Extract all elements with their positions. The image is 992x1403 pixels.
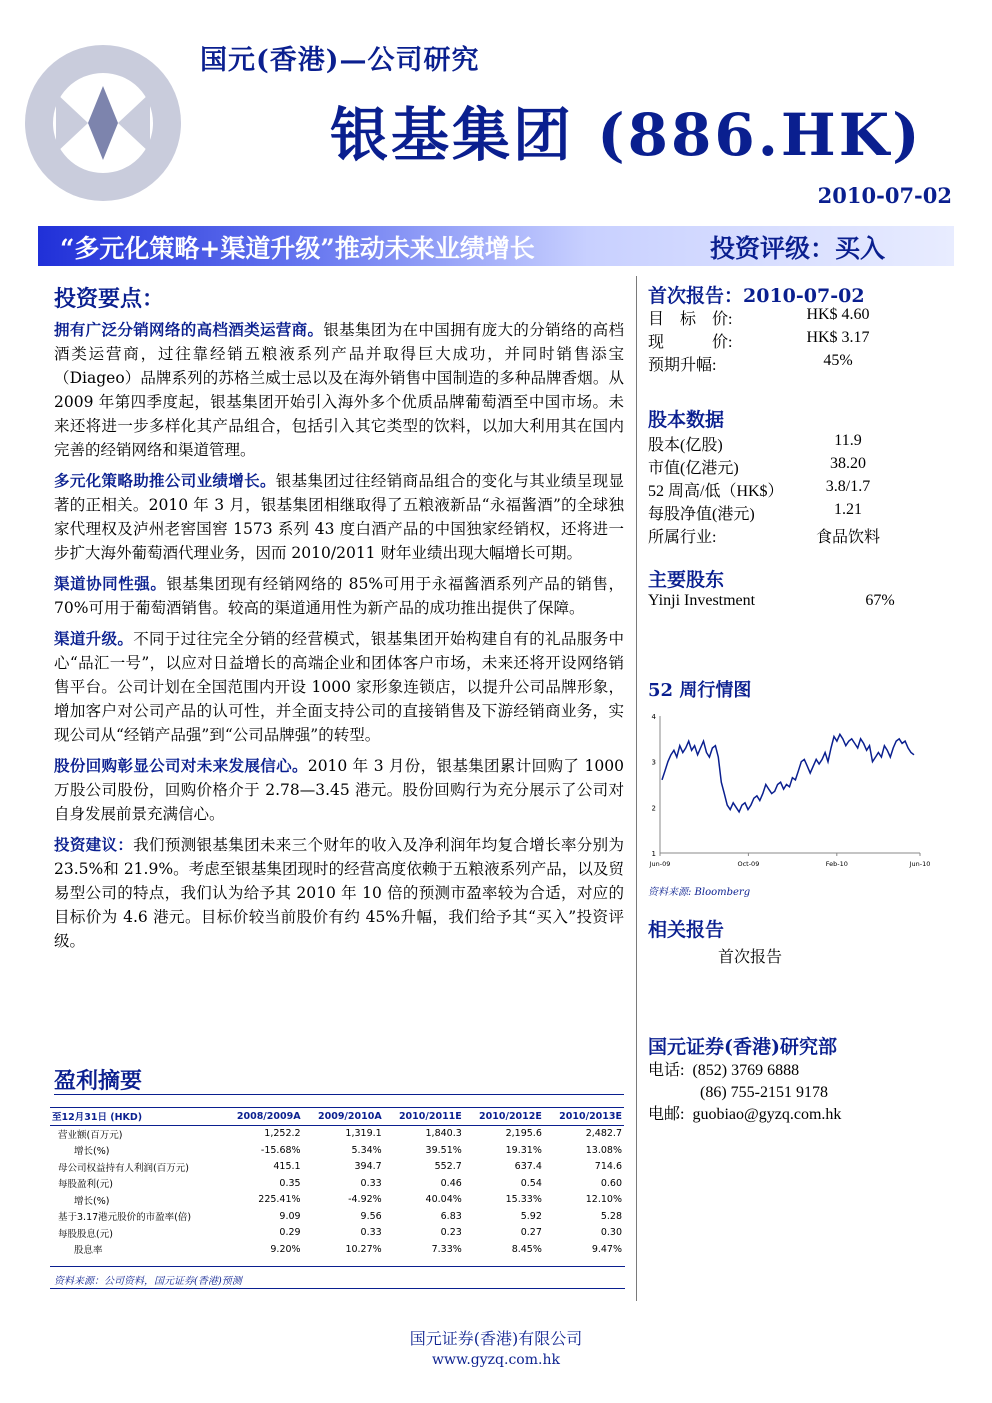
table-cell: 2,195.6: [505, 1128, 542, 1140]
share-data-title: 股本数据: [648, 409, 725, 431]
footer-url[interactable]: www.gyzq.com.hk: [432, 1352, 560, 1368]
kv-value: 45%: [823, 352, 853, 369]
highlight-paragraph: [54, 469, 624, 565]
table-cell: 每股股息(元): [58, 1228, 113, 1240]
table-cell: 0.60: [600, 1177, 622, 1189]
highlight-lead: 拥有广泛分销网络的高档酒类运营商。: [54, 320, 324, 339]
table-cell: 0.23: [440, 1227, 462, 1239]
headline: “多元化策略+渠道升级”推动未来业绩增长: [60, 234, 535, 263]
y-tick-label: 4: [651, 713, 656, 721]
email[interactable]: guobiao@gyzq.com.hk: [692, 1106, 842, 1123]
x-tick-label: Oct-09: [737, 860, 760, 868]
table-cell: -4.92%: [348, 1194, 382, 1206]
table-cell: 9.20%: [270, 1243, 301, 1255]
highlight-paragraph: [54, 318, 624, 462]
y-tick-label: 2: [651, 804, 656, 813]
table-cell: 股息率: [74, 1245, 103, 1257]
table-cell: 39.51%: [425, 1144, 462, 1156]
table-cell: 15.33%: [505, 1194, 542, 1206]
kv-label: 每股净值(港元): [648, 506, 755, 523]
table-cell: -15.68%: [260, 1144, 301, 1156]
highlight-text: 我们预测银基集团未来三个财年的收入及净利润年均复合增长率分别为 23.5%和 21.9%。考虑至银基集团现时的经营高度依赖于五粮液系列产品，以及贸易型公司的特点，我们认为给予其 2010 年 10 倍的预测市盈率较为合适，对应的目标价为 4.6 港元。目标价较当前股价有约 45%升幅，我们给予其“买入”投资评级。: [54, 836, 624, 950]
price-chart: [648, 708, 948, 878]
table-cell: 增长(%): [74, 1146, 110, 1158]
shareholders-block: [648, 592, 948, 615]
table-cell: 每股盈利(元): [58, 1179, 113, 1191]
highlight-text: 银基集团过往经销商品组合的变化与其业绩呈现显著的正相关。2010 年 3 月，银基集团相继取得了五粮液新品“永福酱酒”的全球独家代理权及泸州老窖国窖 1573 系列 43 度白酒产品的中国独家经销权，还将进一步扩大海外葡萄酒代理业务，因而 2010/2011 财年业绩出现大幅增长可期。: [54, 472, 624, 562]
highlight-lead: 渠道升级。: [54, 629, 134, 648]
table-cell: 5.34%: [351, 1144, 382, 1156]
kv-row: [648, 329, 948, 352]
table-cell: 9.56: [360, 1210, 382, 1222]
table-cell: 9.09: [279, 1210, 301, 1222]
table-cell: 10.27%: [345, 1243, 382, 1255]
table-header-cell: 2010/2013E: [544, 1108, 624, 1126]
table-cell: 225.41%: [258, 1194, 301, 1206]
kv-row: [648, 592, 948, 615]
x-tick-label: Jun-09: [649, 860, 671, 868]
table-cell: 营业额(百万元): [58, 1129, 123, 1141]
kv-label: 现 价:: [648, 334, 733, 351]
table-row: [50, 1142, 624, 1159]
kv-value: 11.9: [834, 432, 862, 449]
profit-table-wrap: [50, 1107, 624, 1258]
profit-table: [50, 1107, 624, 1258]
x-tick-label: Feb-10: [825, 860, 848, 868]
profit-source: 资料来源：公司资料，国元证券(香港)预测: [54, 1276, 242, 1287]
research-title: 国元证券(香港)研究部: [648, 1036, 837, 1058]
table-cell: 637.4: [514, 1161, 542, 1173]
table-cell: 1,252.2: [264, 1128, 301, 1140]
profit-title-rule: [54, 1094, 624, 1095]
kv-value: 3.8/1.7: [825, 478, 871, 495]
table-header-cell: 2009/2010A: [303, 1108, 384, 1126]
table-cell: 8.45%: [511, 1243, 542, 1255]
kv-value: 67%: [865, 592, 895, 609]
profit-title: 盈利摘要: [54, 1068, 143, 1094]
report-date: 2010-07-02: [817, 183, 952, 208]
table-cell: 0.30: [600, 1227, 622, 1239]
table-row: [50, 1225, 624, 1242]
table-row: [50, 1125, 624, 1142]
highlight-text: 银基集团现有经销网络的 85%可用于永福酱酒系列产品的销售，70%可用于葡萄酒销售。较高的渠道通用性为新产品的成功推出提供了保障。: [54, 575, 624, 617]
first-report-title: 首次报告：2010-07-02: [648, 285, 865, 307]
highlight-paragraph: [54, 754, 624, 826]
table-cell: 12.10%: [585, 1194, 622, 1206]
share-data-block: [648, 432, 948, 547]
phone-1: (852) 3769 6888: [692, 1062, 800, 1079]
table-header-cell: 2008/2009A: [221, 1108, 302, 1126]
kv-row: [648, 524, 948, 547]
table-cell: 基于3.17港元股价的市盈率(倍): [58, 1212, 192, 1224]
table-cell: 增长(%): [74, 1195, 110, 1207]
price-series-line: [662, 734, 914, 812]
table-cell: 552.7: [434, 1161, 462, 1173]
shareholders-title: 主要股东: [648, 569, 725, 591]
table-cell: 19.31%: [505, 1144, 542, 1156]
table-cell: 394.7: [354, 1161, 382, 1173]
table-cell: 0.46: [440, 1177, 462, 1189]
x-tick-label: Jun-10: [909, 860, 931, 868]
chart-source: 资料来源: Bloomberg: [648, 887, 751, 898]
table-cell: 2,482.7: [585, 1128, 622, 1140]
report-type: 国元(香港)—公司研究: [200, 45, 480, 76]
kv-value: 食品饮料: [815, 529, 880, 546]
table-cell: 5.28: [600, 1210, 622, 1222]
table-header-row: [50, 1108, 624, 1126]
company-title: 银基集团 (886.HK): [330, 101, 923, 169]
table-row: [50, 1175, 624, 1192]
phone-2: (86) 755-2151 9178: [700, 1084, 828, 1101]
table-cell: 714.6: [594, 1161, 622, 1173]
table-cell: 5.92: [520, 1210, 542, 1222]
investment-rating: 投资评级：买入: [710, 234, 886, 263]
highlight-paragraph: [54, 833, 624, 953]
profit-source-rule: [50, 1288, 625, 1289]
kv-value: 38.20: [830, 455, 866, 472]
related-item: 首次报告: [718, 947, 783, 966]
kv-label: 所属行业:: [648, 529, 717, 546]
table-header-cell: 至12月31日 (HKD): [50, 1108, 221, 1126]
kv-label: 股本(亿股): [648, 437, 723, 454]
price-block: [648, 306, 948, 375]
kv-row: [648, 478, 948, 501]
highlight-lead: 股份回购彰显公司对未来发展信心。: [54, 756, 308, 775]
kv-row: [648, 501, 948, 524]
highlight-text: 2010 年 3 月份，银基集团累计回购了 1000 万股公司股份，回购价格介于 2.78—3.45 港元。股份回购行为充分展示了公司对自身发展前景充满信心。: [54, 757, 624, 823]
table-cell: 0.35: [279, 1177, 301, 1189]
highlights-title: 投资要点：: [54, 286, 165, 312]
table-cell: 13.08%: [585, 1144, 622, 1156]
highlight-paragraph: [54, 627, 624, 747]
highlights-body: [54, 318, 624, 960]
column-divider: [636, 276, 637, 1301]
table-cell: 9.47%: [591, 1243, 622, 1255]
kv-row: [648, 432, 948, 455]
table-cell: 6.83: [440, 1210, 462, 1222]
table-row: [50, 1208, 624, 1225]
highlight-lead: 投资建议：: [54, 835, 134, 854]
table-cell: 母公司权益持有人利润(百万元): [58, 1162, 189, 1174]
highlight-lead: 多元化策略助推公司业绩增长。: [54, 471, 276, 490]
table-row: [50, 1241, 624, 1258]
table-cell: 40.04%: [425, 1194, 462, 1206]
email-label: 电邮:: [648, 1106, 685, 1123]
highlight-text: 银基集团为在中国拥有庞大的分销络的高档酒类运营商，过往靠经销五粮液系列产品并取得巨大成功，并同时销售添宝（Diageo）品牌系列的苏格兰威士忌以及在海外销售中国制造的多种品牌香烟。从 2009 年第四季度起，银基集团开始引入海外多个优质品牌葡萄酒至中国市场。未来还将进一步多样化其产品组合，包括引入其它类型的饮料，以加大利用其在国内完善的经销网络和渠道管理。: [54, 321, 624, 459]
table-cell: 7.33%: [431, 1243, 462, 1255]
kv-row: [648, 306, 948, 329]
kv-label: 52 周高/低（HK$）: [648, 483, 784, 500]
table-cell: 1,840.3: [425, 1128, 462, 1140]
footer-company: 国元证券(香港)有限公司: [409, 1329, 583, 1348]
profit-table-rule: [50, 1266, 625, 1267]
kv-label: 目 标 价:: [648, 311, 733, 328]
table-cell: 1,319.1: [345, 1128, 382, 1140]
kv-value: HK$ 3.17: [806, 329, 870, 346]
table-cell: 0.29: [279, 1227, 301, 1239]
related-title: 相关报告: [648, 919, 725, 941]
table-header-cell: 2010/2012E: [464, 1108, 544, 1126]
highlight-paragraph: [54, 572, 624, 620]
kv-label: 预期升幅:: [648, 357, 717, 374]
table-cell: 0.33: [360, 1177, 382, 1189]
table-row: [50, 1159, 624, 1176]
contact-block: [648, 1060, 948, 1126]
highlight-text: 不同于过往完全分销的经营模式，银基集团开始构建自有的礼品服务中心“品汇一号”，以应对日益增长的高端企业和团体客户市场，未来还将开设网络销售平台。公司计划在全国范围内开设 1000 家形象连锁店，以提升公司品牌形象，增加客户对公司产品的认可性，并全面支持公司的直接销售及下游经销商业务，实现公司从“经销产品强”到“公司品牌强”的转型。: [54, 630, 624, 744]
phone-label: 电话:: [648, 1062, 685, 1079]
table-cell: 0.54: [520, 1177, 542, 1189]
table-header-cell: 2010/2011E: [384, 1108, 464, 1126]
table-cell: 0.33: [360, 1227, 382, 1239]
table-cell: 0.27: [520, 1227, 542, 1239]
highlight-lead: 渠道协同性强。: [54, 574, 167, 593]
table-row: [50, 1192, 624, 1209]
kv-label: 市值(亿港元): [648, 460, 739, 477]
kv-row: [648, 352, 948, 375]
y-tick-label: 1: [651, 850, 656, 858]
kv-label: Yinji Investment: [648, 592, 756, 609]
kv-value: HK$ 4.60: [806, 306, 870, 323]
chart-title: 52 周行情图: [648, 680, 752, 701]
company-logo: [18, 38, 188, 208]
table-cell: 415.1: [273, 1161, 301, 1173]
kv-value: 1.21: [834, 501, 862, 518]
y-tick-label: 3: [651, 758, 656, 767]
kv-row: [648, 455, 948, 478]
